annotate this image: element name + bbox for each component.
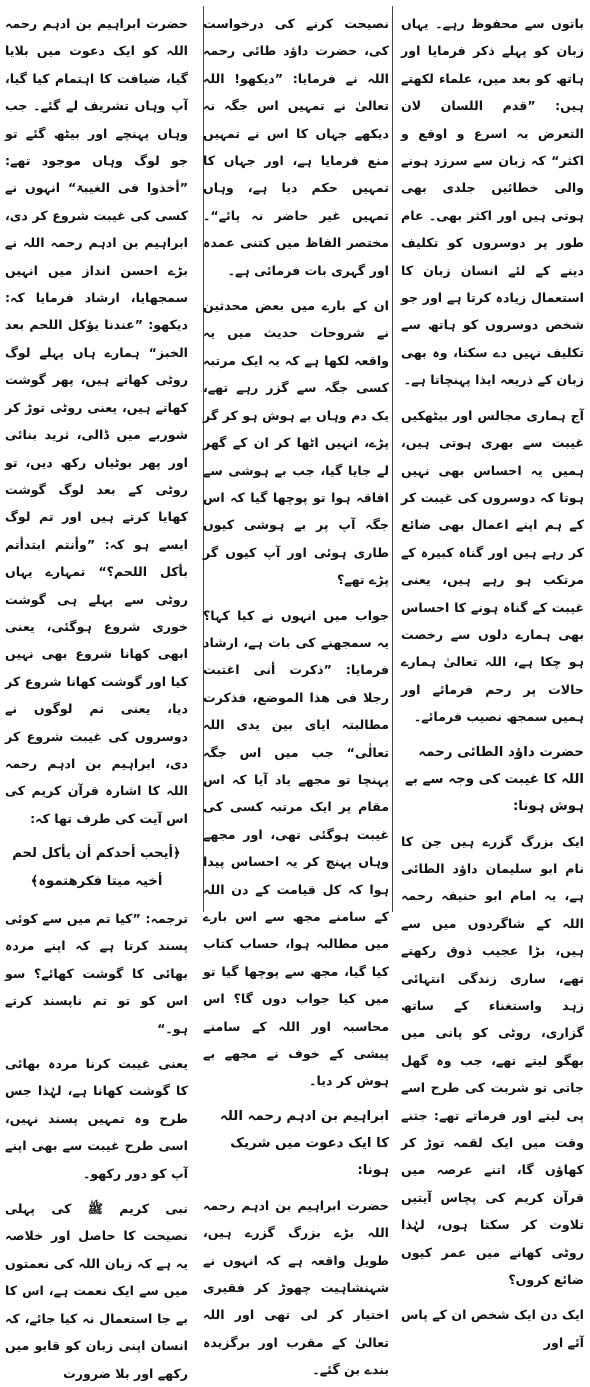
text-column-middle bbox=[203, 10, 389, 1378]
quran-verse: ﴿أیحب أحدکم أن یأکل لحم أخیہ میتا فکرھتموہ﴾ bbox=[12, 846, 181, 889]
paragraph: نصیحت کرنے کی درخواست کی، حضرت داؤد طائی رحمہ اللہ نے فرمایا: ”دیکھو! اللہ تعالیٰ نے تمہیں اس جگہ نہ دیکھے جہاں کا اس نے تمہیں منع فرمایا ہے، اور جہاں کا تمہیں حکم دیا ہے، وہاں تمہیں غیر حاضر نہ پائے“۔ مختصر الفاظ میں کتنی عمدہ اور گہری بات فرمائی ہے۔ bbox=[203, 16, 389, 278]
paragraph: حضرت ابراہیم بن ادہم رحمہ اللہ بڑے بزرگ گزرے ہیں، طویل واقعہ ہے کہ انہوں نے شہنشاہیت چھوڑ کر فقیری اختیار کر لی تھی اور اللہ تعالیٰ کے مقرب اور برگزیدہ بندے بن گئے۔ bbox=[203, 1197, 389, 1378]
paragraph: حضرت ابراہیم بن ادہم رحمہ اللہ کو ایک دعوت میں بلایا گیا، ضیافت کا اہتمام کیا گیا، آپ وہاں تشریف لے گئے۔ جب وہاں پہنچے اور بیٹھ گئے تو جو لوگ وہاں موجود تھے: ”أخذوا فی الغیبۃ“ انہوں نے کسی کی غیبت شروع کر دی، ابراہیم بن ادہم رحمہ اللہ نے بڑے احسن انداز میں انہیں سمجھایا، ارشاد فرمایا کہ: دیکھو: ”عندنا یؤکل اللحم بعد الخبز“ ہمارے ہاں پہلے لوگ روٹی کھاتے ہیں، پھر گوشت کھاتے ہیں، یعنی روٹی توڑ کر شوربے میں ڈالی، ثرید بنائی اور پھر بوٹیاں رکھ دیں، تو روٹی کے بعد لوگ گوشت کھایا کرتے ہیں اور تم لوگ ایسے ہو کہ: ”وأنتم ابتدأتم بأکل اللحم؟“ تمہارے یہاں روٹی سے پہلے ہی گوشت خوری شروع ہوگئی، یعنی ابھی کھانا شروع بھی نہیں کیا اور گوشت کھانا شروع کر دیا، یعنی تم لوگوں نے دوسروں کی غیبت شروع کر دی، ابراہیم بن ادہم رحمہ اللہ کا اشارہ قرآن کریم کی اس آیت کی طرف تھا کہ: bbox=[5, 16, 188, 826]
paragraph: ان کے بارے میں بعض محدثین نے شروحات حدیث میں یہ واقعہ لکھا ہے کہ یہ ایک مرتبہ کسی جگہ سے گزر رہے تھے، یک دم وہاں بے ہوش ہو کر گر پڑے، انہیں اٹھا کر ان کے گھر لے جایا گیا، جب بے ہوشی سے افاقہ ہوا تو پوچھا گیا کہ اس جگہ آپ پر بے ہوشی کیوں طاری ہوئی اور آپ کیوں گر پڑے تھے؟ bbox=[203, 298, 389, 588]
paragraph: یعنی غیبت کرنا مردہ بھائی کا گوشت کھانا ہے، لہٰذا جس طرح وہ تمہیں پسند نہیں، اسی طرح غیبت سے بھی اپنے آپ کو دور رکھو۔ bbox=[5, 1056, 188, 1181]
paragraph: ایک بزرگ گزرے ہیں جن کا نام ابو سلیمان داؤد الطائی ہے، یہ امام ابو حنیفہ رحمہ اللہ کے شاگردوں میں سے ہیں، بڑا عجیب ذوق رکھتے تھے، ساری زندگی انتہائی زہد واستغناء کے ساتھ گزاری، روٹی کو پانی میں بھگو لیتے تھے، جب وہ گھل جاتی تو شربت کی طرح اسے پی لیتے اور فرماتے تھے: جتنے وقت میں ایک لقمہ توڑ کر کھاؤں گا، اتنے عرصہ میں قرآن کریم کی پچاس آیتیں تلاوت کر سکتا ہوں، لہٰذا روٹی کھانے میں عمر کیوں ضائع کروں؟ bbox=[401, 833, 584, 1288]
paragraph: جواب میں انہوں نے کیا کہا؟ یہ سمجھنے کی بات ہے، ارشاد فرمایا: ”ذکرت أنی اغتبت رجلا فی ھذا الموضع، فذکرت مطالبتہ ایای بین یدی اللہ تعالٰی“ جب میں اس جگہ پہنچا تو مجھے یاد آیا کہ اس مقام پر ایک مرتبہ کسی کی غیبت ہوگئی تھی، اور مجھے وہاں پہنچ کر یہ احساس پیدا ہوا کہ کل قیامت کے دن اللہ کے سامنے مجھ سے اس بارے میں مطالبہ ہوا، حساب کتاب کیا گیا، مجھ سے پوچھا گیا تو میں کیا جواب دوں گا؟ اس محاسبہ اور اللہ کے سامنے پیشی کے خوف نے مجھے بے ہوش کر دیا۔ bbox=[203, 607, 389, 1089]
text-column-left bbox=[5, 10, 188, 1381]
paragraph: نبی کریم ﷺ کی پہلی نصیحت کا حاصل اور خلاصہ یہ ہے کہ زبان اللہ کی نعمتوں میں سے ایک نعمت ہے، اس کا بے جا استعمال نہ کیا جائے، کہ انسان اپنی زبان کو قابو میں رکھے اور بلا ضرورت bbox=[5, 1201, 188, 1381]
paragraph: ترجمہ: ”کیا تم میں سے کوئی پسند کرتا ہے کہ اپنے مردہ بھائی کا گوشت کھائے؟ سو اس کو تو تم ناپسند کرتے ہو۔“ bbox=[5, 911, 188, 1036]
text-column-right bbox=[401, 10, 584, 1350]
paragraph: ایک دن ایک شخص ان کے پاس آئے اور bbox=[401, 1307, 584, 1350]
paragraph: باتوں سے محفوظ رہے۔ یہاں زبان کو پہلے ذکر فرمایا اور ہاتھ کو بعد میں، علماء لکھتے ہیں: ”قدم اللسان لان التعرض بہ اسرع و اوقع و اکثر“ کہ زبان سے سرزد ہونے والی خطائیں جلدی بھی ہوتی ہیں اور اکثر بھی۔ عام طور پر دوسروں کو تکلیف دینے کے لئے انسان زبان کا استعمال زیادہ کرتا ہے اور جو شخص دوسروں کو ہاتھ سے تکلیف نہیں دے سکتا، وہ بھی زبان کے ذریعہ ایذا پہنچاتا ہے۔ bbox=[401, 16, 584, 388]
column-divider bbox=[392, 6, 393, 912]
paragraph: آج ہماری مجالس اور بیٹھکیں غیبت سے بھری ہوتی ہیں، ہمیں یہ احساس بھی نہیں ہوتا کہ دوسروں کی غیبت کر کے ہم اپنے اعمال بھی ضائع کر رہے ہیں اور گناہ کبیرہ کے مرتکب ہو رہے ہیں، یعنی غیبت کے گناہ ہونے کا احساس بھی ہمارے دلوں سے رخصت ہو چکا ہے، اللہ تعالیٰ ہمارے حالات پر رحم فرمائے اور ہمیں سمجھ نصیب فرمائے۔ bbox=[401, 407, 584, 725]
section-heading: حضرت داؤد الطائی رحمہ اللہ کا غیبت کی وجہ سے بے ہوش ہونا: bbox=[404, 744, 584, 814]
section-heading: ابراہیم بن ادہم رحمہ اللہ کا ایک دعوت میں شریک ہونا: bbox=[220, 1108, 389, 1178]
